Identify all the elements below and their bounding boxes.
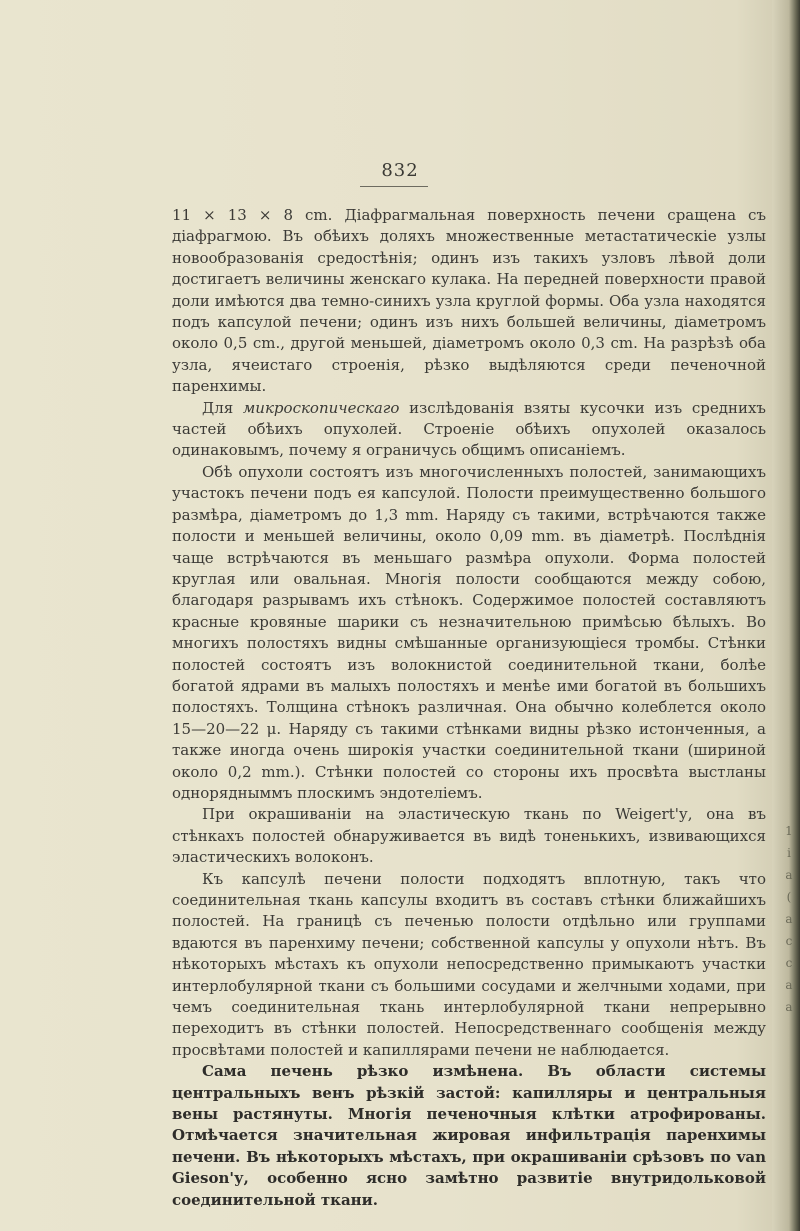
paragraph: 11 × 13 × 8 cm. Діафрагмальная поверхность печени сращена съ діафрагмою. Въ обѣихъ доляхъ множественные метастатическіе узлы новообразованія средостѣнія; одинъ изъ такихъ узловъ лѣвой доли достигаетъ величины женскаго кулака. На передней поверхности правой доли имѣются два темно-синихъ узла круглой формы. Оба узла находятся подъ капсулой печени; одинъ изъ нихъ большей величины, діаметромъ около 0,5 cm., другой меньшей, діаметромъ около 0,3 cm. На разрѣзѣ оба узла, ячеистаго строенія, рѣзко выдѣляются среди печеночной паренхимы. <box>172 206 766 396</box>
edge-glyph: a <box>785 868 793 882</box>
paragraph: Сама печень рѣзко измѣнена. Въ области системы центральныхъ венъ рѣзкій застой: капилляры и центральныя вены растянуты. Многія печеночныя клѣтки атрофированы. Отмѣчается значительная жировая инфильтрація паренхимы печени. Въ нѣкоторыхъ мѣстахъ, при окрашиваніи срѣзовъ по van Gieson'у, особенно ясно замѣтно развитіе внутридольковой соединительной ткани. <box>172 1062 766 1209</box>
edge-glyph: a <box>785 978 793 992</box>
edge-glyph: ( <box>786 890 792 904</box>
body-text <box>172 205 766 1211</box>
paragraph: Къ капсулѣ печени полости подходятъ вплотную, такъ что соединительная ткань капсулы входитъ въ составъ стѣнки ближайшихъ полостей. На границѣ съ печенью полости отдѣльно или группами вдаются въ паренхиму печени; собственной капсулы у опухоли нѣтъ. Въ нѣкоторыхъ мѣстахъ къ опухоли непосредственно примыкаютъ участки интерлобулярной ткани съ большими сосудами и желчными ходами, при чемъ соединительная ткань интерлобулярной ткани непрерывно переходитъ въ стѣнки полостей. Непосредственнаго сообщенія между просвѣтами полостей и капиллярами печени не наблюдается. <box>172 869 766 1059</box>
paragraph-rest: изслѣдованія взяты кусочки изъ среднихъ частей обѣихъ опухолей. Строеніе обѣихъ опухолей оказалось одинаковымъ, почему я ограничусь общимъ описаніемъ. <box>172 398 766 460</box>
edge-glyph: a <box>785 912 793 926</box>
page-number-rule <box>360 186 428 187</box>
edge-glyph: a <box>785 1000 793 1014</box>
page-number: 832 <box>381 160 419 181</box>
adjacent-page-edge <box>782 820 796 1018</box>
emphasized-term: микроскопическаго <box>242 398 400 417</box>
paragraph <box>172 398 766 462</box>
paragraph: При окрашиваніи на эластическую ткань по Weigert'у, она въ стѣнкахъ полостей обнаруживается въ видѣ тоненькихъ, извивающихся эластическихъ волоконъ. <box>172 805 766 867</box>
paragraph-lead: Для <box>202 398 243 417</box>
edge-glyph: c <box>785 956 793 970</box>
edge-glyph: i <box>787 846 791 860</box>
paragraph: Обѣ опухоли состоятъ изъ многочисленныхъ полостей, занимающихъ участокъ печени подъ ея капсулой. Полости преимущественно большого размѣра, діаметромъ до 1,3 mm. Наряду съ такими, встрѣчаются также полости и меньшей величины, около 0,09 mm. въ діаметрѣ. Послѣднія чаще встрѣчаются въ меньшаго размѣра опухоли. Форма полостей круглая или овальная. Многія полости сообщаются между собою, благодаря разрывамъ ихъ стѣнокъ. Содержимое полостей составляютъ красные кровяные шарики съ незначительною примѣсью бѣлыхъ. Во многихъ полостяхъ видны смѣшанные организующіеся тромбы. Стѣнки полостей состоятъ изъ волокнистой соединительной ткани, болѣе богатой ядрами въ малыхъ полостяхъ и менѣе ими богатой въ большихъ полостяхъ. Толщина стѣнокъ различная. Она обычно колеблется около 15—20—22 μ. Наряду съ такими стѣнками видны рѣзко истонченныя, а также иногда очень широкія участки соединительной ткани (шириной около 0,2 mm.). Стѣнки полостей со стороны ихъ просвѣта выстланы однорядныммъ плоскимъ эндотеліемъ. <box>172 462 766 802</box>
edge-glyph: 1 <box>785 824 793 838</box>
edge-glyph: c <box>785 934 793 948</box>
book-gutter <box>772 0 800 1231</box>
